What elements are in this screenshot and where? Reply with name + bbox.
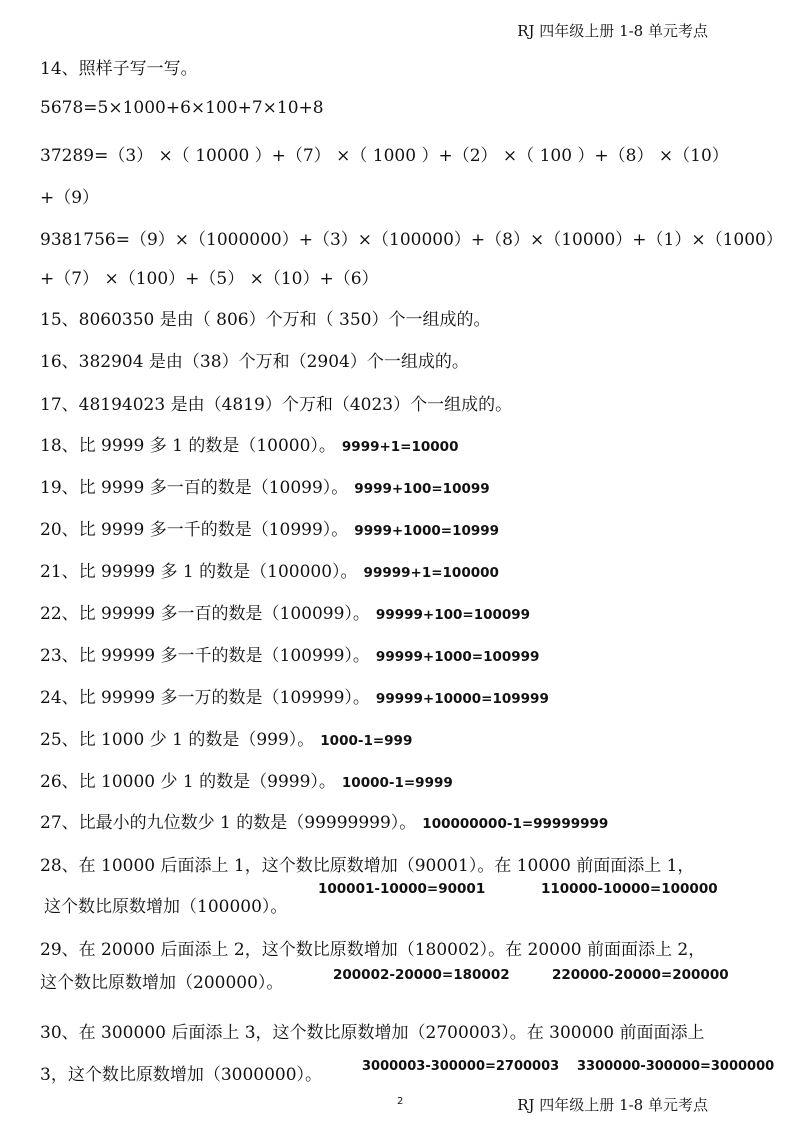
expansion-9381756: 9381756=（9）×（1000000）+（3）×（100000）+（8）×（10000）+（1）×（1000） xyxy=(40,230,783,250)
question-27: 27、比最小的九位数少 1 的数是（99999999）。 100000000-1=99999999 xyxy=(40,813,609,833)
answer-calculation: 220000-20000=200000 xyxy=(552,967,729,983)
question-25: 25、比 1000 少 1 的数是（999）。 1000-1=999 xyxy=(40,730,413,750)
example-expansion: 5678=5×1000+6×100+7×10+8 xyxy=(40,98,324,118)
question-28: 28、在 10000 后面添上 1，这个数比原数增加（90001）。在 10000 前面面添上 1， xyxy=(40,856,695,876)
answer-calculation: 3000003-300000=2700003 xyxy=(362,1059,560,1074)
question-23: 23、比 99999 多一千的数是（100999）。 99999+1000=100999 xyxy=(40,646,540,666)
answer-calculation: 100000000-1=99999999 xyxy=(422,816,609,832)
answer-calculation: 99999+100=100099 xyxy=(375,607,531,623)
question-22: 22、比 99999 多一百的数是（100099）。 99999+100=100099 xyxy=(40,604,531,624)
question-28-cont: 这个数比原数增加（100000）。 xyxy=(44,897,288,917)
page-header: RJ 四年级上册 1-8 单元考点 xyxy=(517,22,708,40)
expansion-37289: 37289=（3） ×（ 10000 ）+（7） ×（ 1000 ）+（2） ×（ 100 ）+（8） ×（10） xyxy=(40,146,729,166)
question-21: 21、比 99999 多 1 的数是（100000）。 99999+1=100000 xyxy=(40,562,499,582)
question-29: 29、在 20000 后面添上 2，这个数比原数增加（180002）。在 20000 前面面添上 2， xyxy=(40,940,706,960)
question-30-cont: 3，这个数比原数增加（3000000）。 xyxy=(40,1065,323,1085)
expansion-37289-cont: +（9） xyxy=(40,188,100,208)
page-footer: RJ 四年级上册 1-8 单元考点 xyxy=(517,1096,708,1114)
question-19: 19、比 9999 多一百的数是（10099）。 9999+100=10099 xyxy=(40,478,490,498)
answer-calculation: 3300000-300000=3000000 xyxy=(577,1059,775,1074)
answer-calculation: 9999+1=10000 xyxy=(341,439,459,455)
page-number: 2 xyxy=(397,1096,404,1107)
question-14-title: 14、照样子写一写。 xyxy=(40,59,198,79)
expansion-9381756-cont: +（7） ×（100）+（5） ×（10）+（6） xyxy=(40,269,379,289)
answer-calculation: 99999+1=100000 xyxy=(363,565,499,581)
question-15: 15、8060350 是由（ 806）个万和（ 350）个一组成的。 xyxy=(40,310,491,330)
answer-calculation: 99999+1000=100999 xyxy=(375,649,540,665)
question-17: 17、48194023 是由（4819）个万和（4023）个一组成的。 xyxy=(40,395,513,415)
question-20: 20、比 9999 多一千的数是（10999）。 9999+1000=10999 xyxy=(40,520,500,540)
answer-calculation: 1000-1=999 xyxy=(320,733,413,749)
question-18: 18、比 9999 多 1 的数是（10000）。 9999+1=10000 xyxy=(40,436,459,456)
question-26: 26、比 10000 少 1 的数是（9999）。 10000-1=9999 xyxy=(40,772,453,792)
question-29-cont: 这个数比原数增加（200000）。 xyxy=(40,973,284,993)
question-16: 16、382904 是由（38）个万和（2904）个一组成的。 xyxy=(40,352,469,372)
answer-calculation: 99999+10000=109999 xyxy=(375,691,549,707)
answer-calculation: 9999+100=10099 xyxy=(354,481,490,497)
answer-calculation: 200002-20000=180002 xyxy=(333,967,510,983)
question-30: 30、在 300000 后面添上 3，这个数比原数增加（2700003）。在 300000 前面面添上 xyxy=(40,1023,705,1043)
answer-calculation: 100001-10000=90001 xyxy=(318,881,486,897)
answer-calculation: 10000-1=9999 xyxy=(341,775,453,791)
answer-calculation: 9999+1000=10999 xyxy=(354,523,500,539)
question-24: 24、比 99999 多一万的数是（109999）。 99999+10000=109999 xyxy=(40,688,549,708)
answer-calculation: 110000-10000=100000 xyxy=(541,881,718,897)
